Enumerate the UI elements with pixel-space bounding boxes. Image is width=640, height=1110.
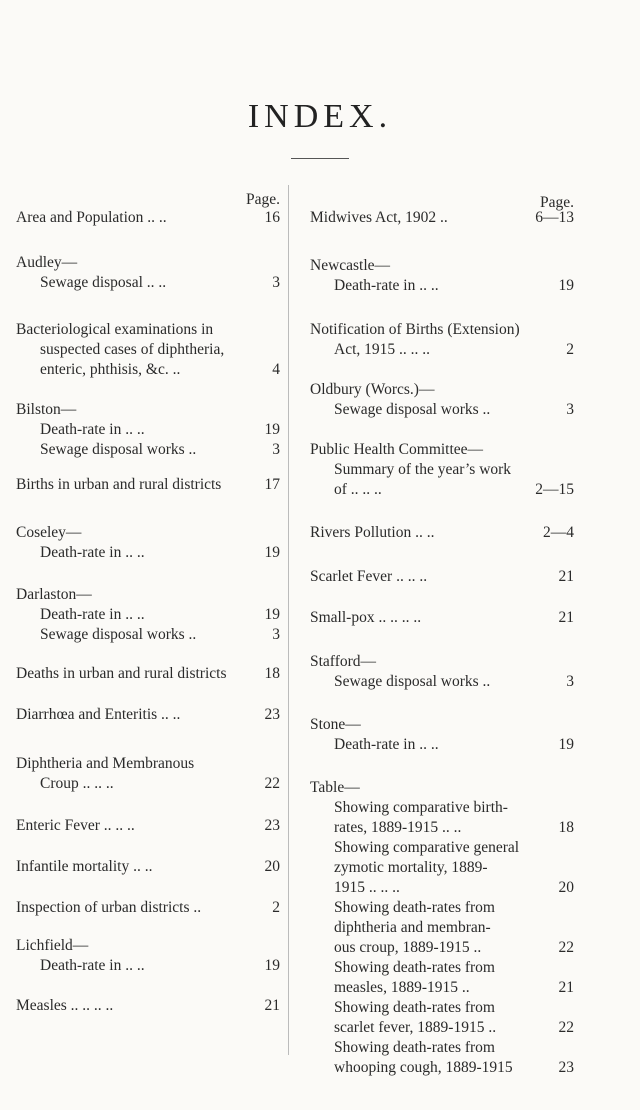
entry-text: Stone— <box>310 716 361 733</box>
page-number: 19 <box>264 606 280 623</box>
entry-text: Newcastle— <box>310 257 391 274</box>
entry-line <box>16 936 280 956</box>
entry-text: Bacteriological examinations in <box>16 321 214 338</box>
entry-line <box>310 400 574 420</box>
entry-line <box>310 1058 574 1078</box>
entry-text: rates, 1889-1915 .. .. <box>334 819 462 836</box>
entry-line <box>310 838 574 858</box>
entry-text: Sewage disposal works .. <box>334 673 491 690</box>
entry-text: Death-rate in .. .. <box>334 736 439 753</box>
entry-text: Death-rate in .. .. <box>40 544 145 561</box>
entry-text: Showing comparative birth- <box>334 799 508 816</box>
page-number: 2 <box>272 899 280 916</box>
entry-line <box>310 918 574 938</box>
entry-text: Sewage disposal works .. <box>40 626 197 643</box>
entry-text: Audley— <box>16 254 78 271</box>
right-index-entry <box>310 715 574 755</box>
entry-text: ous croup, 1889-1915 .. <box>334 939 482 956</box>
entry-text: Area and Population .. .. <box>16 209 167 226</box>
entry-line <box>310 208 574 228</box>
entry-text: zymotic mortality, 1889- <box>334 859 488 876</box>
left-index-entry <box>16 857 280 877</box>
right-index-entry <box>310 256 574 296</box>
entry-line <box>310 938 574 958</box>
page-number: 19 <box>264 421 280 438</box>
left-index-entry <box>16 705 280 725</box>
entry-text: Bilston— <box>16 401 77 418</box>
page-number: 3 <box>272 441 280 458</box>
entry-text: whooping cough, 1889-1915 <box>334 1059 513 1076</box>
entry-text: Lichfield— <box>16 937 89 954</box>
entry-line <box>16 273 280 293</box>
entry-text: Small-pox .. .. .. .. <box>310 609 422 626</box>
page-number: 21 <box>264 997 280 1014</box>
entry-line <box>310 320 574 340</box>
entry-line <box>16 208 280 228</box>
entry-line <box>16 996 280 1016</box>
entry-line <box>310 340 574 360</box>
entry-line <box>16 523 280 543</box>
entry-line <box>310 567 574 587</box>
page-number: 20 <box>264 858 280 875</box>
page-number: 2—15 <box>535 481 574 498</box>
entry-text: Measles .. .. .. .. <box>16 997 114 1014</box>
entry-line <box>16 956 280 976</box>
page-number: 19 <box>264 957 280 974</box>
entry-text: Table— <box>310 779 360 796</box>
entry-line <box>16 420 280 440</box>
entry-line <box>310 276 574 296</box>
page-number: 23 <box>558 1059 574 1076</box>
entry-line <box>310 858 574 878</box>
entry-text: Death-rate in .. .. <box>334 277 439 294</box>
entry-text: Scarlet Fever .. .. .. <box>310 568 428 585</box>
entry-line <box>310 672 574 692</box>
page-number: 22 <box>558 1019 574 1036</box>
entry-text: enteric, phthisis, &c. .. <box>40 361 181 378</box>
entry-text: Death-rate in .. .. <box>40 606 145 623</box>
left-page-header: Page. <box>245 191 280 208</box>
entry-line <box>310 978 574 998</box>
left-index-entry <box>16 400 280 460</box>
right-index-entry <box>310 380 574 420</box>
entry-line <box>16 816 280 836</box>
entry-line <box>16 475 280 495</box>
left-index-entry <box>16 320 280 380</box>
entry-line <box>310 898 574 918</box>
entry-line <box>310 256 574 276</box>
page-number: 19 <box>558 736 574 753</box>
page-number: 21 <box>558 568 574 585</box>
entry-line <box>310 480 574 500</box>
page-number: 18 <box>558 819 574 836</box>
page-number: 3 <box>566 673 574 690</box>
entry-line <box>310 735 574 755</box>
entry-text: Notification of Births (Extension) <box>310 321 520 338</box>
entry-line <box>310 1038 574 1058</box>
page-number: 6—13 <box>535 209 574 226</box>
entry-text: 1915 .. .. .. <box>334 879 400 896</box>
entry-text: Darlaston— <box>16 586 92 603</box>
page-number: 18 <box>264 665 280 682</box>
entry-line <box>16 857 280 877</box>
entry-text: diphtheria and membran- <box>334 919 491 936</box>
entry-text: Sewage disposal works .. <box>40 441 197 458</box>
entry-text: Showing death-rates from <box>334 1039 495 1056</box>
entry-line <box>310 460 574 480</box>
page-number: 19 <box>558 277 574 294</box>
page-number: 2 <box>566 341 574 358</box>
entry-line <box>310 608 574 628</box>
entry-text: Deaths in urban and rural districts <box>16 665 227 682</box>
entry-text: of .. .. .. <box>334 481 382 498</box>
entry-line <box>310 380 574 400</box>
entry-line <box>310 818 574 838</box>
entry-text: Public Health Committee— <box>310 441 484 458</box>
entry-line <box>16 754 280 774</box>
entry-line <box>16 440 280 460</box>
entry-text: Diarrhœa and Enteritis .. .. <box>16 706 181 723</box>
entry-text: Croup .. .. .. <box>40 775 114 792</box>
entry-line <box>16 253 280 273</box>
page-number: 19 <box>264 544 280 561</box>
page-number: 4 <box>272 361 280 378</box>
page-number: 22 <box>558 939 574 956</box>
page-number: 23 <box>264 817 280 834</box>
entry-line <box>16 320 280 340</box>
entry-line <box>16 585 280 605</box>
left-index-entry <box>16 754 280 794</box>
entry-text: Stafford— <box>310 653 377 670</box>
right-index-entry <box>310 320 574 360</box>
page-number: 16 <box>264 209 280 226</box>
right-page-header: Page. <box>539 194 574 211</box>
entry-line <box>310 440 574 460</box>
page-number: 22 <box>264 775 280 792</box>
entry-text: Rivers Pollution .. .. <box>310 524 435 541</box>
entry-line <box>310 958 574 978</box>
entry-line <box>16 625 280 645</box>
left-index-entry <box>16 996 280 1016</box>
page-number: 3 <box>272 626 280 643</box>
page-number: 21 <box>558 609 574 626</box>
entry-line <box>310 715 574 735</box>
page-number: 21 <box>558 979 574 996</box>
entry-text: measles, 1889-1915 .. <box>334 979 470 996</box>
right-index-entry <box>310 652 574 692</box>
entry-line <box>16 400 280 420</box>
left-index-entry <box>16 253 280 293</box>
entry-line <box>16 898 280 918</box>
entry-line <box>16 605 280 625</box>
entry-line <box>16 360 280 380</box>
entry-text: suspected cases of diphtheria, <box>40 341 225 358</box>
right-index-entry <box>310 208 574 228</box>
left-index-entry <box>16 475 280 495</box>
left-index-entry <box>16 936 280 976</box>
entry-line <box>310 998 574 1018</box>
entry-text: Act, 1915 .. .. .. <box>334 341 431 358</box>
entry-line <box>16 664 280 684</box>
right-index-entry <box>310 523 574 543</box>
entry-line <box>310 1018 574 1038</box>
entry-text: Showing death-rates from <box>334 999 495 1016</box>
entry-text: scarlet fever, 1889-1915 .. <box>334 1019 497 1036</box>
entry-line <box>310 778 574 798</box>
left-index-entry <box>16 208 280 228</box>
entry-text: Sewage disposal works .. <box>334 401 491 418</box>
entry-line <box>16 543 280 563</box>
entry-text: Midwives Act, 1902 .. <box>310 209 448 226</box>
entry-text: Diphtheria and Membranous <box>16 755 195 772</box>
entry-line <box>310 798 574 818</box>
entry-line <box>310 523 574 543</box>
entry-text: Enteric Fever .. .. .. <box>16 817 135 834</box>
entry-line <box>310 652 574 672</box>
left-index-entry <box>16 898 280 918</box>
left-index-entry <box>16 816 280 836</box>
title-rule <box>291 158 349 159</box>
entry-text: Births in urban and rural districts <box>16 476 222 493</box>
entry-text: Oldbury (Worcs.)— <box>310 381 435 398</box>
entry-text: Summary of the year’s work <box>334 461 512 478</box>
entry-line <box>16 774 280 794</box>
right-index-entry <box>310 778 574 1078</box>
page-number: 3 <box>272 274 280 291</box>
entry-text: Showing death-rates from <box>334 959 495 976</box>
entry-line <box>310 878 574 898</box>
entry-text: Coseley— <box>16 524 82 541</box>
entry-text: Inspection of urban districts .. <box>16 899 202 916</box>
column-divider <box>288 185 289 1055</box>
entry-text: Showing death-rates from <box>334 899 495 916</box>
page-number: 3 <box>566 401 574 418</box>
entry-text: Sewage disposal .. .. <box>40 274 167 291</box>
page-number: 23 <box>264 706 280 723</box>
left-index-entry <box>16 664 280 684</box>
entry-text: Death-rate in .. .. <box>40 421 145 438</box>
entry-text: Showing comparative general <box>334 839 520 856</box>
entry-text: Death-rate in .. .. <box>40 957 145 974</box>
page-number: 20 <box>558 879 574 896</box>
page-title: INDEX. <box>247 98 393 135</box>
entry-line <box>16 705 280 725</box>
right-index-entry <box>310 440 574 500</box>
entry-text: Infantile mortality .. .. <box>16 858 153 875</box>
left-index-entry <box>16 523 280 563</box>
entry-line <box>16 340 280 360</box>
page-number: 17 <box>264 476 280 493</box>
page-number: 2—4 <box>543 524 574 541</box>
left-index-entry <box>16 585 280 645</box>
right-index-entry <box>310 608 574 628</box>
right-index-entry <box>310 567 574 587</box>
